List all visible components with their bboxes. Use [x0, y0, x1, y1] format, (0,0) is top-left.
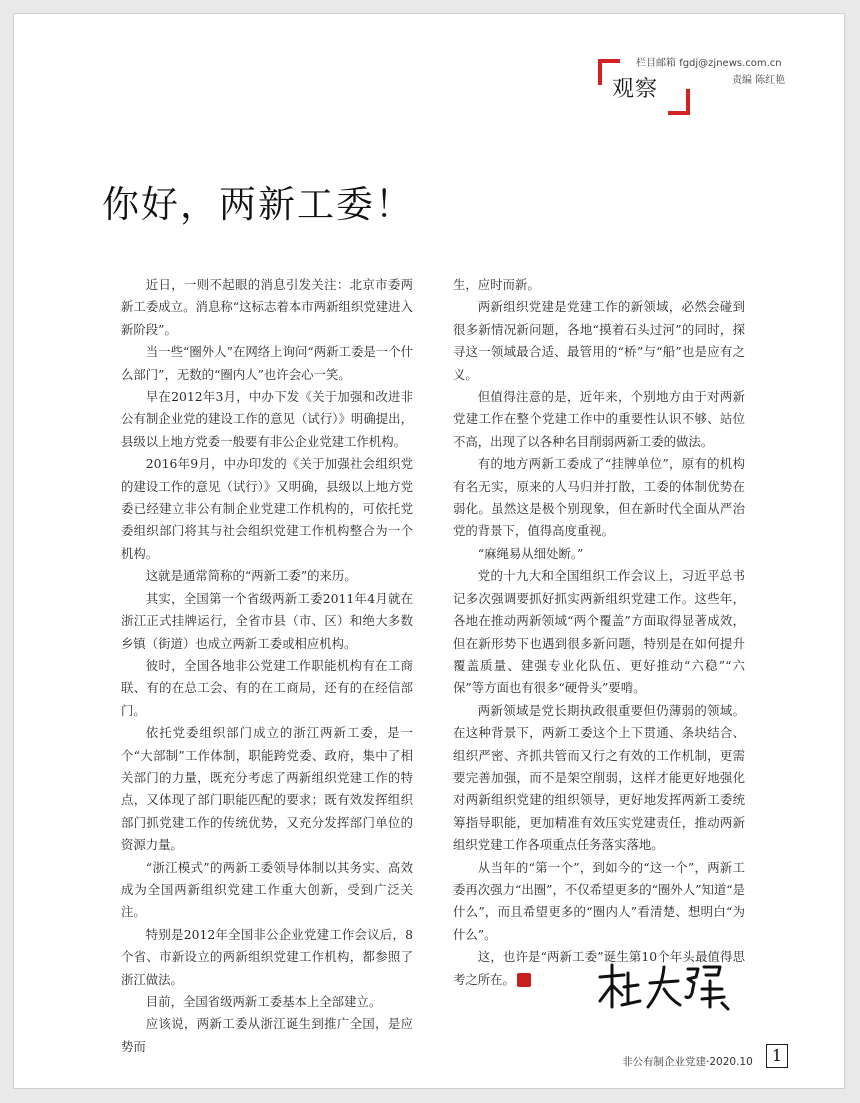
paragraph: 有的地方两新工委成了“挂牌单位”，原有的机构有名无实，原来的人马归并打散，工委的体制优势在弱化。虽然这是极个别现象，但在新时代全面从严治党的背景下，值得高度重视。	[453, 456, 745, 539]
footer-publication: 非公有制企业党建·2020.10	[622, 1056, 753, 1068]
paragraph: 依托党委组织部门成立的浙江两新工委，是一个“大部制”工作体制，职能跨党委、政府，集中了相关部门的力量，既充分考虑了两新组织党建工作的特点，又体现了部门职能匹配的要求；既有效发挥组织部门抓党建工作的传统优势，又充分发挥部门单位的资源力量。	[121, 725, 413, 853]
paragraph: 党的十九大和全国组织工作会议上，习近平总书记多次强调要抓好抓实两新组织党建工作。这些年，各地在推动两新领域“两个覆盖”方面取得显著成效，但在新形势下也遇到很多新问题，特别是在如何提升覆盖质量、建强专业化队伍、更好推动“六稳”“六保”等方面也有很多“硬骨头”要啃。	[453, 568, 745, 696]
paragraph: 这就是通常简称的“两新工委”的来历。	[145, 568, 357, 584]
paragraph: 近日，一则不起眼的消息引发关注：北京市委两新工委成立。消息称“这标志着本市两新组织党建进入新阶段”。	[121, 277, 413, 337]
paragraph: 当一些“圈外人”在网络上询问“两新工委是一个什么部门”，无数的“圈内人”也许会心一笑。	[121, 344, 413, 382]
paragraph: “麻绳易从细处断。”	[477, 545, 584, 561]
section-bracket-bottom-right	[668, 89, 690, 115]
paragraph: 两新组织党建是党建工作的新领域，必然会碰到很多新情况新问题，各地“摸着石头过河”的同时，探寻这一领域最合适、最管用的“桥”与“船”也是应有之义。	[453, 299, 745, 382]
paragraph: 从当年的“第一个”，到如今的“这一个”，两新工委再次强力“出圈”，不仅希望更多的“圈外人”知道“是什么”，而且希望更多的“圈内人”看清楚、想明白“为什么”。	[453, 859, 745, 942]
editor-name: 陈红艳	[755, 75, 786, 86]
magazine-page	[13, 13, 845, 1089]
paragraph: 特别是2012年全国非公企业党建工作会议后，8个省、市新设立的两新组织党建工作机构，都参照了浙江做法。	[121, 926, 413, 987]
editor-label: 责编	[732, 75, 752, 86]
end-seal-icon: 榴	[517, 973, 531, 987]
page-number: 1	[766, 1044, 788, 1068]
issue-number: 2020.10	[709, 1056, 753, 1068]
article-title: 你好，两新工委！	[102, 183, 414, 226]
paragraph: 应该说，两新工委从浙江诞生到推广全国，是应势而	[121, 1016, 413, 1054]
author-signature	[594, 959, 734, 1019]
article-column-left	[121, 274, 413, 1058]
publication-name: 非公有制企业党建	[622, 1056, 706, 1068]
paragraph: 目前，全国省级两新工委基本上全部建立。	[145, 994, 382, 1009]
paragraph: 但值得注意的是，近年来，个别地方由于对两新党建工作在整个党建工作中的重要性认识不够、站位不高，出现了以各种名目削弱两新工委的做法。	[453, 389, 745, 449]
section-label: 观察	[612, 77, 659, 102]
final-paragraph-text: 这，也许是“两新工委”诞生第10个年头最值得思考之所在。	[453, 949, 745, 987]
mailbox-label: 栏目邮箱	[636, 58, 676, 69]
column-mailbox	[636, 54, 782, 69]
article-column-right	[453, 274, 745, 991]
paragraph: “浙江模式”的两新工委领导体制以其务实、高效成为全国两新组织党建工作重大创新，受到广泛关注。	[121, 859, 413, 920]
paragraph: 两新领域是党长期执政很重要但仍薄弱的领域。在这种背景下，两新工委这个上下贯通、条块结合、组织严密、齐抓共管而又行之有效的工作机制，更需要完善加强，而不是架空削弱，这样才能更好地强化对两新组织党建的组织领导，更好地发挥两新工委统筹指导职能，更加精准有效压实党建责任，推动两新组织党建工作各项重点任务落实落地。	[453, 702, 745, 853]
editor-credit	[732, 71, 785, 86]
mailbox-email: fgdj@zjnews.com.cn	[679, 58, 782, 69]
paragraph: 早在2012年3月，中办下发《关于加强和改进非公有制企业党的建设工作的意见（试行）》明确提出，县级以上地方党委一般要有非公企业党建工作机构。	[121, 389, 413, 449]
paragraph: 其实，全国第一个省级两新工委2011年4月就在浙江正式挂牌运行，全省市县（市、区）和绝大多数乡镇（街道）也成立两新工委或相应机构。	[121, 590, 413, 651]
paragraph: 彼时，全国各地非公党建工作职能机构有在工商联、有的在总工会、有的在工商局，还有的在经信部门。	[121, 657, 413, 718]
paragraph: 2016年9月，中办印发的《关于加强社会组织党的建设工作的意见（试行）》又明确，县级以上地方党委已经建立非公有制企业党建工作机构的，可依托党委组织部门将其与社会组织党建工作机构整合为一个机构。	[121, 456, 413, 561]
paragraph-continued: 生，应时而新。	[453, 277, 540, 292]
